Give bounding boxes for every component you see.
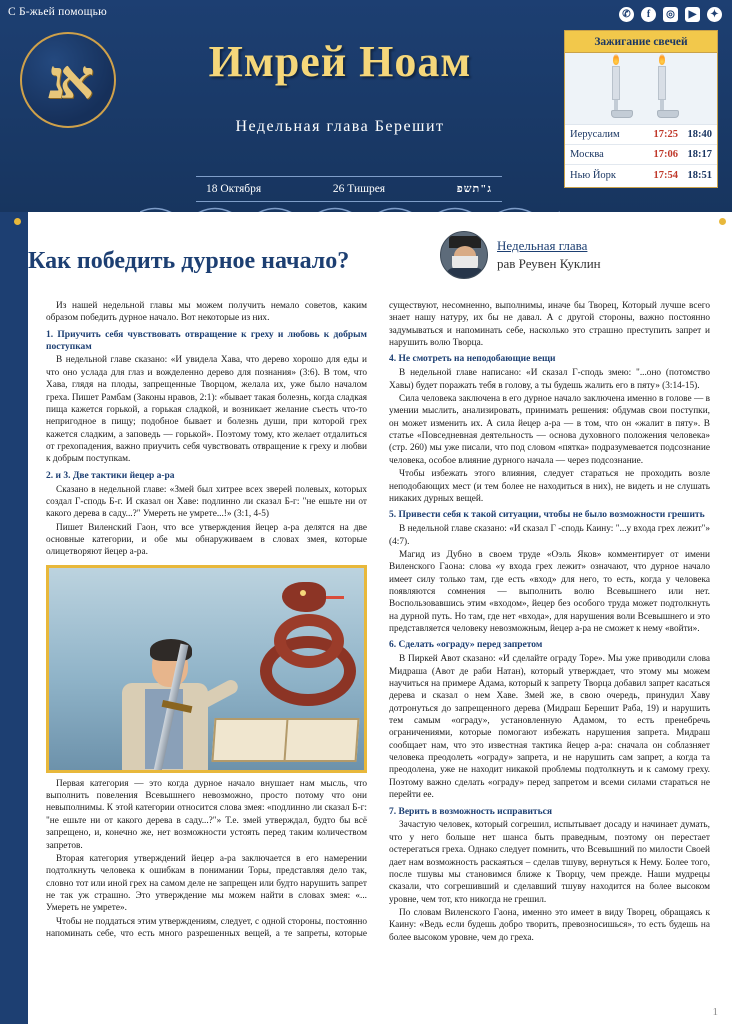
- candle-times-table: [565, 125, 717, 185]
- author-block: [440, 228, 690, 282]
- section-heading: 5. Привести себя к такой ситуации, чтобы не было возможности грешить: [389, 510, 705, 521]
- table-row: [565, 165, 717, 185]
- article-title: Как победить дурное начало?: [28, 248, 350, 274]
- section-heading: 1. Приучить себя чувствовать отвращение к греху и любовь к добрым поступкам: [46, 329, 367, 352]
- logo-letters: אנ: [47, 50, 89, 110]
- twitter-icon[interactable]: ✦: [707, 7, 722, 22]
- body-paragraph: В недельной главе написано: «И сказал Г-сподь змею: "...оно (потомство Хавы) будет поражать тебя в голову, а ты будешь жалить его в пяту» (3:14-15).: [389, 368, 710, 391]
- page-number: 1: [712, 1006, 718, 1018]
- hebrew-date: 26 Тишрея: [332, 183, 386, 195]
- candle-time-out: 18:51: [687, 169, 712, 181]
- candle-time-out: 18:40: [687, 129, 712, 140]
- section-heading: 7. Верить в возможность исправиться: [389, 806, 552, 817]
- candle-panel-title: Зажигание свечей: [565, 31, 717, 53]
- flame-icon: [613, 54, 619, 65]
- candle-time-in: 17:54: [653, 169, 678, 181]
- weekly-portion-subtitle: Недельная глава Берешит: [235, 118, 445, 135]
- body-paragraph: Магид из Дубно в своем труде «Оэль Яков» комментирует от имени Виленского Гаона: слова «у входа грех лежит» означают, что дурное начало имеет силу только там, где есть «вход» для него, то есть, когда у человека появляются сомнения — выполнить волю Всевышнего или нет. Воспользовавшись этим «входом», йецер без особого труда может подтолкнуть на дурной путь. Но там, где нет «входа», для нарушения воли Всевышнего и это представляется человеку невозможным, йецер а-ра не сможет к нему «войти».: [389, 549, 710, 635]
- flame-icon: [659, 54, 665, 65]
- section-heading: 6. Сделать «ограду» перед запретом: [389, 640, 543, 651]
- body-paragraph: Сказано в недельной главе: «Змей был хитрее всех зверей полевых, которых создал Г-сподь Б-г. И сказал он Хаве: подлинно ли сказал Б-г: "не ешьте ни от какого дерева в саду...?" Умереть не умрете...!» (3:1, 4-5): [46, 484, 367, 520]
- article-body: [46, 300, 710, 1016]
- city-name: Иерусалим: [570, 129, 620, 140]
- author-section-label[interactable]: Недельная глава: [497, 238, 588, 254]
- hebrew-year: ג"תשפ: [456, 183, 492, 195]
- city-name: Нью Йорк: [570, 169, 617, 181]
- gregorian-date: 18 Октября: [206, 183, 262, 195]
- body-paragraph: В недельной главе сказано: «И увидела Хава, что дерево хорошо для еды и что оно услада для глаз и вожделенно дерево для познания» (3:6). В том, что Хава, глядя на плоды, запрещенные Творцом, желала их, уже было началом греха. Пишет Рамбам (Законы нравов, 2:1): «бывает такая болезнь, когда сладкая пища кажется горькой, а горькая сладкой, и возникает желание съесть что-то непригодное в пищу; подобное бывает и болезнь души, при которой грех кажется сладким, а заповедь — горькой». Поэтому тому, кто желает отдалиться от грехопадения, важно приучить себя чувствовать отвращение к греху и любви к добрым поступкам.: [46, 355, 367, 465]
- body-paragraph: Пишет Виленский Гаон, что все утверждения йецер а-ра делятся на две основные категории, и обе мы обнаруживаем в словах змея, которые олицетворяют йецер а-ра.: [46, 522, 367, 558]
- body-paragraph: Вторая категория утверждений йецер а-ра заключается в его намерении подтолкнуть человека к ошибкам в понимании Торы, представляя дело так, словно тот или иной грех на самом деле не запрещен или будто нарушить запрет не так уж страшно. Это утверждение мы можем найти в словах змея: «... Умереть не умрете».: [46, 853, 367, 914]
- whatsapp-icon[interactable]: ✆: [619, 7, 634, 22]
- body-paragraph: Из нашей недельной главы мы можем получить немало советов, каким образом победить дурное начало. Вот некоторые из них.: [46, 301, 367, 324]
- instagram-icon[interactable]: ◎: [663, 7, 678, 22]
- table-row: [565, 125, 717, 145]
- author-name: рав Реувен Куклин: [497, 256, 601, 271]
- youtube-icon[interactable]: ▶: [685, 7, 700, 22]
- candle-time-out: 18:17: [687, 149, 712, 160]
- candlesticks-image: [565, 53, 717, 125]
- candle-lighting-panel: [564, 30, 718, 188]
- section-heading: 2. и 3. Две тактики йецер а-ра: [46, 470, 175, 481]
- blessing-line: С Б-жьей помощью: [8, 6, 107, 18]
- section-heading: 4. Не смотреть на неподобающие вещи: [389, 354, 556, 365]
- body-paragraph: Первая категория — это когда дурное начало внушает нам мысль, что выполнить повеления Всевышнего невозможно, просто потому что они невыполнимы. К этой категории относится слова змея: «подлинно ли сказал Б-г: "не ешьте ни от какого дерева в саду...?"» Т.е. змей утверждал, будто бы всё запрещено, и, конечно же, нет возможности устоять перед таким количеством запретов.: [46, 778, 367, 851]
- left-blue-band: [0, 212, 28, 1024]
- candle-time-in: 17:06: [653, 149, 678, 160]
- man-with-sword-and-snake-illustration: [46, 565, 367, 773]
- page-title: Имрей Ноам: [208, 37, 472, 86]
- city-name: Москва: [570, 149, 604, 160]
- body-paragraph: Чтобы избежать этого влияния, следует стараться не проходить возле неподобающих мест (и тем более не находиться в них), не видеть и не слушать никаких дурных вещей.: [389, 469, 710, 504]
- social-links[interactable]: [619, 7, 722, 22]
- avatar: [440, 231, 488, 279]
- candle-time-in: 17:25: [653, 129, 678, 140]
- body-paragraph: Сила человека заключена в его дурное начало заключена именно в голове — в умении мыслить, анализировать, принимать решения: обдумав свои поступки, он может изменить их. А сила йецер а-ра — в том, что он «жалит в пяту». В статье «Повседневная деятельность — основа духовного положения человека» (стр. 260) мы уже писали, что под словом «пятка» подразумевается подсознание человека, особое влияние дурного начала — через подсознание.: [389, 394, 710, 466]
- body-paragraph: По словам Виленского Гаона, именно это имеет в виду Творец, обращаясь к Каину: «Ведь если будешь добро творить, превозносишься», то есть будешь на более высоком уровне, чем до греха.: [389, 907, 710, 943]
- body-paragraph: В недельной главе сказано: «И сказал Г -сподь Каину: "...у входа грех лежит"» (4:7).: [389, 524, 710, 547]
- publication-logo: [20, 32, 116, 128]
- body-paragraph: В Пиркей Авот сказано: «И сделайте ограду Торе». Мы уже приводили слова Мидраша (Авот де раби Натан), который утверждает, что этому мы можем научиться на примере Адама, который к запрету Творца добавил запрет касаться дерева и сказал о нем Хаве. Змей же, в свою очередь, принудил Хаву дотронуться до запрещенного дерева (Мидраш Берешит Раба, 19) и нарушить тем самым «ограду», установленную Адамом, то есть пренебречь ограничениями, которые помогают избежать нарушения запрета. Мидраш сообщает нам, что это известная тактика йецер а-ра: сначала он соблазняет человека преодолеть «ограду» запрета, и не нарушить сам запрет, а когда та преодолена, уже не находит никакой проблемы подтолкнуть и к самому греху. Поэтому важно сделать «ограду» перед запретом и всеми силами стараться не перейти ее.: [389, 654, 710, 801]
- page-header: [0, 0, 732, 212]
- facebook-icon[interactable]: f: [641, 7, 656, 22]
- date-bar: [196, 176, 502, 202]
- body-paragraph: Чтобы не поддаться этим утверждениям, следует, с одной стороны, постоянно напоминать себе, что есть много разрешенных вещей, а те запреты, которые существуют, несомненно, выполнимы, иначе бы Творец, Который лучше всего знает нашу натуру, их бы не давал. А с другой стороны, важно постоянно задумываться и напоминать себе, насколько это страшно преступить запрет и нарушить волю Творца.: [46, 301, 710, 940]
- table-row: [565, 145, 717, 165]
- body-paragraph: Зачастую человек, который согрешил, испытывает досаду и начинает думать, что у него больше нет шанса быть праведным, поэтому он перестает остерегаться греха. Однако следует помнить, что Всевышний по милости Своей дает нам возможность раскаяться – сделав тшуву, вернуться к Нему. Более того, после тшувы мы становимся ближе к Творцу, чем прежде. Наши мудрецы сказали, что согрешивший и сделавший тшуву находится на более высоком уровне, чем тот, кто никогда не грешил.: [389, 820, 710, 905]
